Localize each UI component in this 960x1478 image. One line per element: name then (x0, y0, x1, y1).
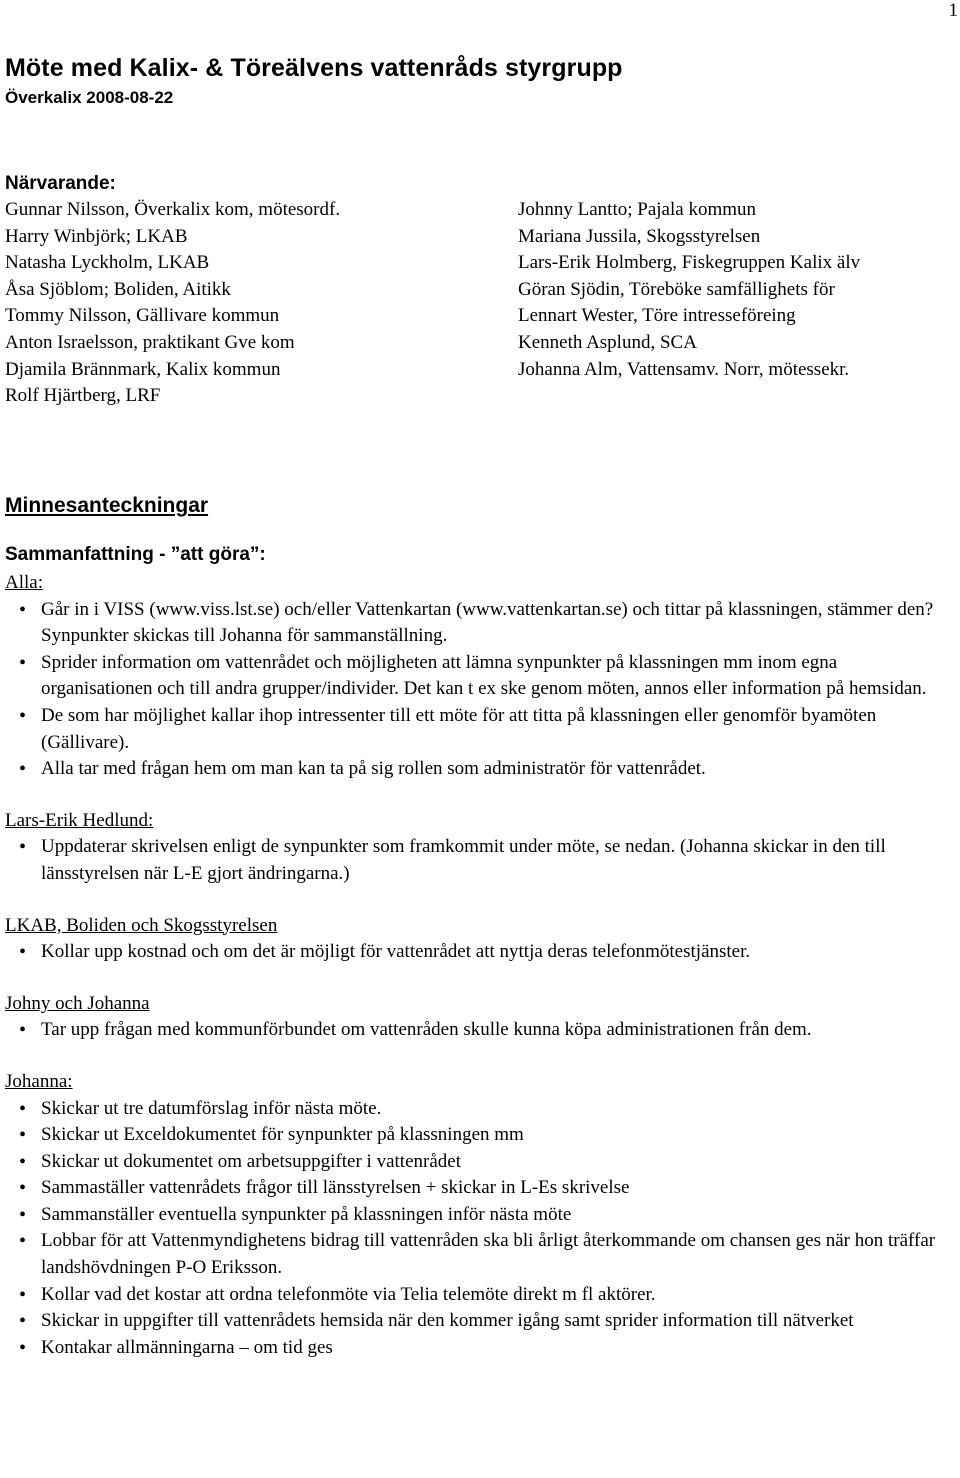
action-item: • Skickar ut Exceldokumentet för synpunkter på klassningen mm (41, 1122, 950, 1149)
summary-heading: Sammanfattning - ”att göra”: (5, 544, 266, 565)
attendee-item: Göran Sjödin, Töreböke samfällighets för (518, 278, 835, 300)
attendee-item: Anton Israelsson, praktikant Gve kom (5, 331, 295, 353)
action-group (5, 913, 950, 966)
group-heading: Johanna: (5, 1070, 73, 1092)
action-item: • Skickar in uppgifter till vattenrådets hemsida när den kommer igång samt sprider information till nätverket (41, 1308, 950, 1335)
action-item: • Sammaställer vattenrådets frågor till länsstyrelsen + skickar in L-Es skrivelse (41, 1175, 950, 1202)
action-groups (5, 570, 950, 1361)
attendees-heading: Närvarande: (5, 173, 116, 194)
group-spacer (5, 783, 950, 808)
action-item: • De som har möjlighet kallar ihop intressenter till ett möte för att titta på klassningen eller genomför byamöten (Gällivare). (41, 703, 950, 756)
group-heading: Johny och Johanna (5, 992, 150, 1014)
action-list (5, 939, 950, 966)
group-heading: Lars-Erik Hedlund: (5, 809, 154, 831)
action-item: • Lobbar för att Vattenmyndighetens bidrag till vattenråden ska bli årligt återkommande om chansen ges när hon träffar landshövdningen P-O Eriksson. (41, 1228, 950, 1281)
attendee-item: Mariana Jussila, Skogsstyrelsen (518, 225, 761, 247)
attendee-item: Tommy Nilsson, Gällivare kommun (5, 305, 280, 327)
group-spacer (5, 966, 950, 991)
action-item: • Sammanställer eventuella synpunkter på klassningen inför nästa möte (41, 1202, 950, 1229)
attendee-item: Harry Winbjörk; LKAB (5, 225, 188, 247)
action-item: • Sprider information om vattenrådet och möjligheten att lämna synpunkter på klassningen mm inom egna organisationen och till andra grupper/individer. Det kan t ex ske genom möten, annos eller information på hemsidan. (41, 650, 950, 703)
group-spacer (5, 888, 950, 913)
action-item: • Tar upp frågan med kommunförbundet om vattenråden skulle kunna köpa administrationen från dem. (41, 1017, 950, 1044)
action-item: • Skickar ut tre datumförslag inför nästa möte. (41, 1096, 950, 1123)
action-item: • Kollar vad det kostar att ordna telefonmöte via Telia telemöte direkt m fl aktörer. (41, 1282, 950, 1309)
action-list (5, 1096, 950, 1362)
action-list (5, 1017, 950, 1044)
attendees-list-left (5, 197, 340, 410)
group-heading: Alla: (5, 572, 43, 593)
group-spacer (5, 1044, 950, 1069)
group-heading: LKAB, Boliden och Skogsstyrelsen (5, 914, 278, 936)
action-group (5, 991, 950, 1044)
action-item: • Kontakar allmänningarna – om tid ges (41, 1335, 950, 1362)
action-group (5, 808, 950, 888)
attendee-item: Johnny Lantto; Pajala kommun (518, 199, 757, 220)
attendee-item: Rolf Hjärtberg, LRF (5, 385, 161, 407)
action-item: • Uppdaterar skrivelsen enligt de synpunkter som framkommit under möte, se nedan. (Johanna skickar in den till länsstyrelsen när L-E gjort ändringarna.) (41, 834, 950, 887)
action-list (5, 597, 950, 783)
attendee-item: Lars-Erik Holmberg, Fiskegruppen Kalix älv (518, 252, 861, 274)
attendees-list-right (518, 197, 860, 383)
action-group (5, 1069, 950, 1362)
page-number: 1 (948, 0, 958, 21)
attendee-item: Johanna Alm, Vattensamv. Norr, mötessekr. (518, 358, 850, 380)
attendee-item: Kenneth Asplund, SCA (518, 331, 697, 353)
action-item: • Skickar ut dokumentet om arbetsuppgifter i vattenrådet (41, 1149, 950, 1176)
document-subtitle: Överkalix 2008-08-22 (5, 88, 174, 107)
attendee-item: Djamila Brännmark, Kalix kommun (5, 358, 281, 380)
action-item: • Alla tar med frågan hem om man kan ta på sig rollen som administratör för vattenrådet. (41, 756, 950, 783)
attendee-item: Gunnar Nilsson, Överkalix kom, mötesordf. (5, 199, 341, 220)
action-item: • Kollar upp kostnad och om det är möjligt för vattenrådet att nyttja deras telefonmötestjänster. (41, 939, 950, 966)
action-item: • Går in i VISS (www.viss.lst.se) och/eller Vattenkartan (www.vattenkartan.se) och tittar på klassningen, stämmer den? Synpunkter skickas till Johanna för sammanställning. (41, 597, 950, 650)
attendee-item: Åsa Sjöblom; Boliden, Aitikk (5, 278, 231, 300)
notes-heading: Minnesanteckningar (5, 494, 209, 517)
action-list (5, 834, 950, 887)
attendee-item: Lennart Wester, Töre intresseföreing (518, 305, 796, 327)
attendee-item: Natasha Lyckholm, LKAB (5, 252, 210, 274)
action-group (5, 570, 950, 783)
document-title: Möte med Kalix- & Töreälvens vattenråds styrgrupp (5, 54, 623, 82)
